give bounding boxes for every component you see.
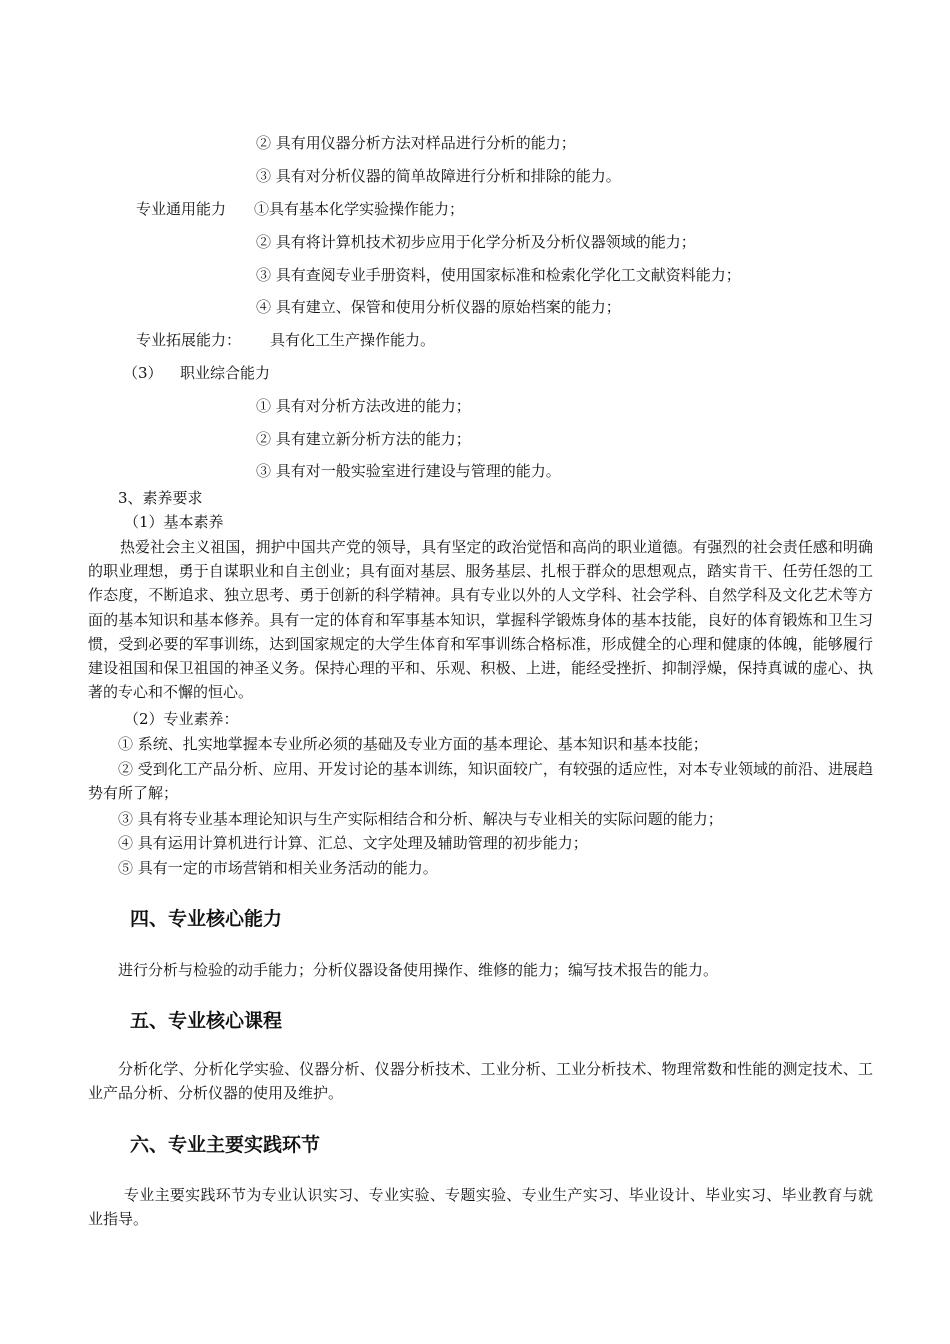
section-4-text: 进行分析与检验的动手能力；分析仪器设备使用操作、维修的能力；编写技术报告的能力。 — [118, 961, 719, 979]
ability-line-3: ①具有基本化学实验操作能力； — [254, 200, 465, 218]
basic-quality-text: 热爱社会主义祖国，拥护中国共产党的领导，具有坚定的政治觉悟和高尚的职业道德。有强烈的社会责任感和明确的职业理想，勇于自谋职业和自主创业；具有面对基层、服务基层、扎根于群众的思想观点，踏实肯干、任劳任怨的工作态度，不断追求、独立思考、勇于创新的科学精神。具有专业以外的人文学科、社会学科、自然学科及文化艺术等方面的基本知识和基本修养。具有一定的体育和军事基本知识，掌握科学锻炼身体的基本技能，良好的体育锻炼和卫生习惯，受到必要的军事训练，达到国家规定的大学生体育和军事训练合格标准，形成健全的心理和健康的体魄，能够履行建设祖国和保卫祖国的神圣义务。保持心理的平和、乐观、积极、上进，能经受挫折、抑制浮燥，保持真诚的虚心、执著的专心和不懈的恒心。 — [88, 538, 873, 702]
ability-line-9: ② 具有建立新分析方法的能力； — [256, 430, 471, 448]
ability-line-1: ② 具有用仪器分析方法对样品进行分析的能力； — [256, 134, 576, 152]
general-ability-label: 专业通用能力 — [136, 200, 227, 218]
professional-quality-item-2: ② 受到化工产品分析、应用、开发讨论的基本训练，知识面较广，有较强的适应性，对本专业领域的前沿、进展趋势有所了解； — [88, 760, 873, 803]
section-6-text: 专业主要实践环节为专业认识实习、专业实验、专题实验、专业生产实习、毕业设计、毕业实习、毕业教育与就业指导。 — [88, 1186, 873, 1229]
professional-quality-item-1: ① 系统、扎实地掌握本专业所必须的基础及专业方面的基本理论、基本知识和基本技能； — [118, 735, 708, 753]
quality-title: 3、素养要求 — [118, 489, 203, 507]
ability-line-6: ④ 具有建立、保管和使用分析仪器的原始档案的能力； — [256, 298, 621, 316]
professional-quality-item-3: ③ 具有将专业基本理论知识与生产实际相结合和分析、解决与专业相关的实际问题的能力； — [118, 810, 723, 828]
comprehensive-number: （3） — [123, 364, 163, 382]
section-4-heading: 四、专业核心能力 — [130, 908, 283, 930]
professional-quality-item-4: ④ 具有运用计算机进行计算、汇总、文字处理及辅助管理的初步能力； — [118, 834, 588, 852]
basic-quality-title: （1）基本素养 — [124, 513, 224, 531]
ability-line-8: ① 具有对分析方法改进的能力； — [256, 397, 471, 415]
comprehensive-ability-label: 职业综合能力 — [180, 364, 271, 382]
section-5-text: 分析化学、分析化学实验、仪器分析、仪器分析技术、工业分析、工业分析技术、物理常数和性能的测定技术、工业产品分析、分析仪器的使用及维护。 — [88, 1060, 873, 1103]
ability-line-5: ③ 具有查阅专业手册资料，使用国家标准和检索化学化工文献资料能力； — [256, 266, 741, 284]
ability-line-7: 具有化工生产操作能力。 — [270, 331, 436, 349]
ability-line-10: ③ 具有对一般实验室进行建设与管理的能力。 — [256, 462, 561, 480]
professional-quality-item-5: ⑤ 具有一定的市场营销和相关业务活动的能力。 — [118, 859, 438, 877]
extended-ability-label: 专业拓展能力： — [136, 331, 242, 349]
ability-line-2: ③ 具有对分析仪器的简单故障进行分析和排除的能力。 — [256, 167, 621, 185]
section-5-heading: 五、专业核心课程 — [130, 1010, 283, 1032]
ability-line-4: ② 具有将计算机技术初步应用于化学分析及分析仪器领域的能力； — [256, 233, 696, 251]
professional-quality-title: （2）专业素养： — [124, 710, 239, 728]
section-6-heading: 六、专业主要实践环节 — [130, 1134, 321, 1156]
